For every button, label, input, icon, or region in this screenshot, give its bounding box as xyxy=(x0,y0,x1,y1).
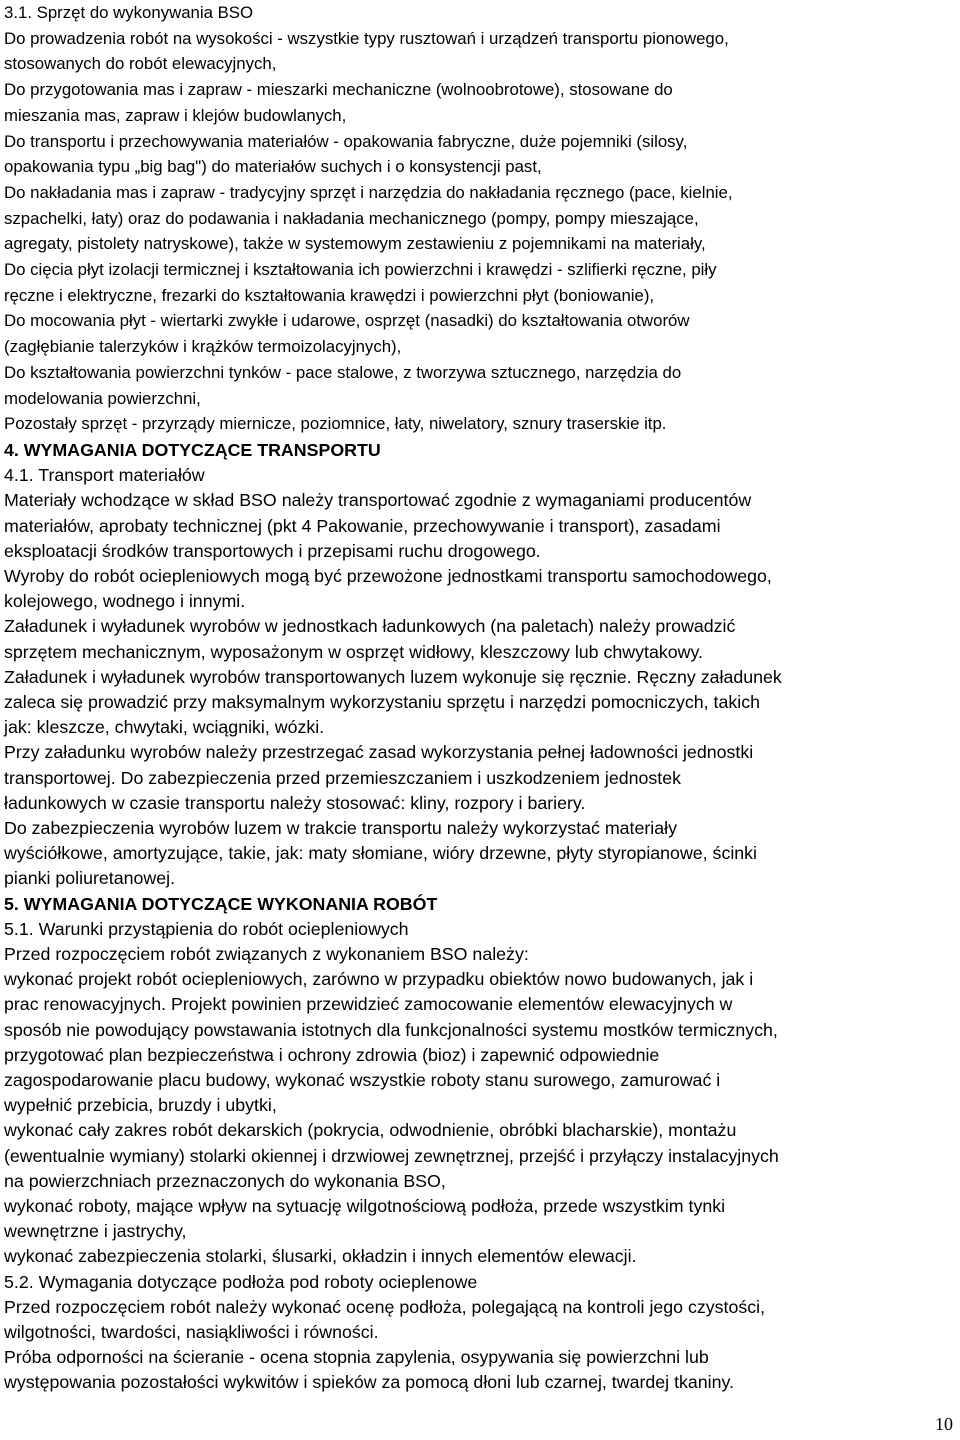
works-text-line: występowania pozostałości wykwitów i spieków za pomocą dłoni lub czarnej, twardej tkaniny. xyxy=(4,1372,735,1393)
transport-text-line: jak: kleszcze, chwytaki, wciągniki, wózki. xyxy=(4,717,325,738)
transport-text-line: Wyroby do robót ociepleniowych mogą być przewożone jednostkami transportu samochodowego, xyxy=(4,565,772,586)
works-text-line: Przed rozpoczęciem robót należy wykonać ocenę podłoża, polegającą na kontroli jego czystości, xyxy=(4,1296,766,1317)
transport-text-line: Załadunek i wyładunek wyrobów transportowanych luzem wykonuje się ręcznie. Ręczny załadunek xyxy=(4,666,782,687)
transport-text-line: Przy załadunku wyrobów należy przestrzegać zasad wykorzystania pełnej ładowności jednostki xyxy=(4,742,754,763)
equipment-text-line: agregaty, pistolety natryskowe), także w systemowym zestawieniu z pojemnikami na materiały, xyxy=(4,234,706,254)
transport-text-line: eksploatacji środków transportowych i przepisami ruchu drogowego. xyxy=(4,540,541,561)
equipment-text-line: modelowania powierzchni, xyxy=(4,388,201,408)
works-text-line: przygotować plan bezpieczeństwa i ochrony zdrowia (bioz) i zapewnić odpowiednie xyxy=(4,1044,660,1065)
works-text-line: Próba odporności na ścieranie - ocena stopnia zapylenia, osypywania się powierzchni lub xyxy=(4,1347,709,1368)
equipment-section xyxy=(4,0,954,437)
equipment-text-line: Do mocowania płyt - wiertarki zwykłe i udarowe, osprzęt (nasadki) do kształtowania otworów xyxy=(4,311,690,331)
transport-text-line: sprzętem mechanicznym, wyposażonym w osprzęt widłowy, kleszczowy lub chwytakowy. xyxy=(4,641,703,662)
main-section xyxy=(4,438,954,1396)
transport-section xyxy=(4,463,954,891)
document-page xyxy=(4,0,954,1396)
transport-text-line: 4.1. Transport materiałów xyxy=(4,465,205,486)
works-text-line: wilgotności, twardości, nasiąkliwości i równości. xyxy=(4,1322,379,1343)
works-text-line: 5.2. Wymagania dotyczące podłoża pod roboty ocieplenowe xyxy=(4,1271,478,1292)
transport-text-line: Do zabezpieczenia wyrobów luzem w trakcie transportu należy wykorzystać materiały xyxy=(4,818,677,838)
equipment-text-line: Do kształtowania powierzchni tynków - pace stalowe, z tworzywa sztucznego, narzędzia do xyxy=(4,362,682,382)
heading-works-requirements: 5. WYMAGANIA DOTYCZĄCE WYKONANIA ROBÓT xyxy=(4,893,438,914)
works-text-line: prac renowacyjnych. Projekt powinien przewidzieć zamocowanie elementów elewacyjnych w xyxy=(4,994,733,1015)
works-text-line: na powierzchniach przeznaczonych do wykonania BSO, xyxy=(4,1170,446,1191)
equipment-text-line: ręczne i elektryczne, frezarki do kształtowania krawędzi i powierzchni płyt (boniowanie), xyxy=(4,285,655,305)
equipment-text-line: 3.1. Sprzęt do wykonywania BSO xyxy=(4,3,254,22)
transport-text-line: pianki poliuretanowej. xyxy=(4,868,176,889)
equipment-text-line: Do prowadzenia robót na wysokości - wszystkie typy rusztowań i urządzeń transportu pionowego, xyxy=(4,28,729,48)
equipment-text-line: mieszania mas, zapraw i klejów budowlanych, xyxy=(4,105,347,125)
works-text-line: wypełnić przebicia, bruzdy i ubytki, xyxy=(4,1095,277,1116)
works-text-line: wykonać zabezpieczenia stolarki, ślusarki, okładzin i innych elementów elewacji. xyxy=(4,1246,637,1267)
works-text-line: zagospodarowanie placu budowy, wykonać wszystkie roboty stanu surowego, zamurować i xyxy=(4,1070,721,1091)
transport-text-line: wyściółkowe, amortyzujące, takie, jak: maty słomiane, wióry drzewne, płyty styropianowe, ścinki xyxy=(4,843,758,864)
transport-text-line: ładunkowych w czasie transportu należy stosować: kliny, rozpory i bariery. xyxy=(4,792,586,813)
equipment-text-line: Do transportu i przechowywania materiałów - opakowania fabryczne, duże pojemniki (silosy, xyxy=(4,131,688,151)
equipment-text-line: szpachelki, łaty) oraz do podawania i nakładania mechanicznego (pompy, pompy mieszające, xyxy=(4,208,699,228)
transport-text-line: Materiały wchodzące w skład BSO należy transportować zgodnie z wymaganiami producentów xyxy=(4,490,752,511)
equipment-text-line: Do cięcia płyt izolacji termicznej i kształtowania ich powierzchni i krawędzi - szlifierki ręczne, piły xyxy=(4,260,717,280)
transport-text-line: Załadunek i wyładunek wyrobów w jednostkach ładunkowych (na paletach) należy prowadzić xyxy=(4,616,736,637)
equipment-text-line: Do przygotowania mas i zapraw - mieszarki mechaniczne (wolnoobrotowe), stosowane do xyxy=(4,80,673,100)
equipment-text-line: stosowanych do robót elewacyjnych, xyxy=(4,54,277,74)
works-text-line: (ewentualnie wymiany) stolarki okiennej i drzwiowej zewnętrznej, przejść i przyłączy instalacyjnych xyxy=(4,1145,779,1166)
transport-text-line: transportowej. Do zabezpieczenia przed przemieszczaniem i uszkodzeniem jednostek xyxy=(4,767,682,788)
page-number: 10 xyxy=(935,1414,953,1434)
works-text-line: wewnętrzne i jastrychy, xyxy=(4,1221,187,1242)
works-text-line: wykonać projekt robót ociepleniowych, zarówno w przypadku obiektów nowo budowanych, jak i xyxy=(4,969,754,990)
works-text-line: wykonać roboty, mające wpływ na sytuację wilgotnościową podłoża, przede wszystkim tynki xyxy=(4,1196,726,1217)
works-text-line: 5.1. Warunki przystąpienia do robót ociepleniowych xyxy=(4,918,409,939)
equipment-text-line: opakowania typu „big bag") do materiałów suchych i o konsystencji past, xyxy=(4,157,542,177)
works-text-line: sposób nie powodujący powstawania istotnych dla funkcjonalności systemu mostków termicznych, xyxy=(4,1019,778,1040)
works-text-line: wykonać cały zakres robót dekarskich (pokrycia, odwodnienie, obróbki blacharskie), montażu xyxy=(4,1120,737,1141)
transport-text-line: zaleca się prowadzić przy maksymalnym wykorzystaniu sprzętu i narzędzi pomocniczych, takich xyxy=(4,691,760,712)
equipment-text-line: (zagłębianie talerzyków i krążków termoizolacyjnych), xyxy=(4,337,402,357)
equipment-text-line: Pozostały sprzęt - przyrządy miernicze, poziomnice, łaty, niwelatory, sznury traserskie itp. xyxy=(4,414,667,434)
works-text-line: Przed rozpoczęciem robót związanych z wykonaniem BSO należy: xyxy=(4,944,529,965)
equipment-text-line: Do nakładania mas i zapraw - tradycyjny sprzęt i narzędzia do nakładania ręcznego (pace, kielnie, xyxy=(4,182,733,202)
works-section xyxy=(4,917,954,1396)
transport-text-line: kolejowego, wodnego i innymi. xyxy=(4,591,246,612)
transport-text-line: materiałów, aprobaty technicznej (pkt 4 Pakowanie, przechowywanie i transport), zasadami xyxy=(4,515,721,536)
heading-transport-requirements: 4. WYMAGANIA DOTYCZĄCE TRANSPORTU xyxy=(4,439,381,460)
